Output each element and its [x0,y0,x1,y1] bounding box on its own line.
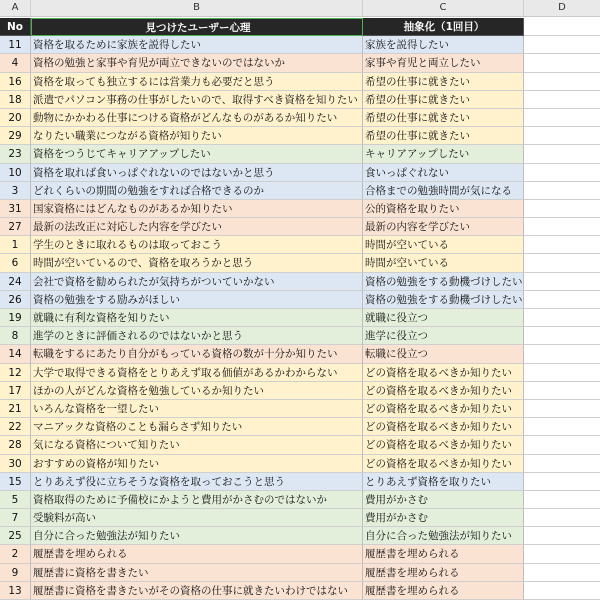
empty-cell-d[interactable] [524,291,600,309]
row-no-cell[interactable]: 31 [0,200,31,218]
row-no-cell[interactable]: 21 [0,400,31,418]
row-no-cell[interactable]: 9 [0,564,31,582]
header-user-psychology-cell[interactable]: 見つけたユーザー心理 [31,18,363,36]
row-no-cell[interactable]: 16 [0,73,31,91]
table-row [0,327,600,345]
table-row [0,236,600,254]
user-psychology-cell[interactable]: 資格の勉強をする励みがほしい [31,291,363,309]
table-row [0,273,600,291]
abstraction-cell[interactable]: 時間が空いている [363,236,524,254]
abstraction-cell[interactable]: 家事や育児と両立したい [363,54,524,72]
empty-cell-d[interactable] [524,200,600,218]
abstraction-cell[interactable]: 自分に合った勉強法が知りたい [363,527,524,545]
abstraction-cell[interactable]: 家族を説得したい [363,36,524,54]
empty-cell-d[interactable] [524,491,600,509]
row-no-cell[interactable]: 11 [0,36,31,54]
table-row [0,54,600,72]
abstraction-cell[interactable]: 希望の仕事に就きたい [363,127,524,145]
user-psychology-cell[interactable]: 会社で資格を勧められたが気持ちがついていかない [31,273,363,291]
abstraction-cell[interactable]: どの資格を取るべきか知りたい [363,455,524,473]
user-psychology-cell[interactable]: 転職をするにあたり自分がもっている資格の数が十分か知りたい [31,345,363,363]
row-no-cell[interactable]: 18 [0,91,31,109]
table-row [0,36,600,54]
table-row [0,527,600,545]
row-no-cell[interactable]: 10 [0,164,31,182]
abstraction-cell[interactable]: 履歴書を埋められる [363,545,524,563]
abstraction-cell[interactable]: 合格までの勉強時間が気になる [363,182,524,200]
table-row [0,109,600,127]
row-no-cell[interactable]: 22 [0,418,31,436]
abstraction-cell[interactable]: どの資格を取るべきか知りたい [363,382,524,400]
row-no-cell[interactable]: 4 [0,54,31,72]
user-psychology-cell[interactable]: 大学で取得できる資格をとりあえず取る価値があるかわからない [31,364,363,382]
row-no-cell[interactable]: 19 [0,309,31,327]
user-psychology-cell[interactable]: 資格の勉強と家事や育児が両立できないのではないか [31,54,363,72]
user-psychology-cell[interactable]: いろんな資格を一望したい [31,400,363,418]
user-psychology-cell[interactable]: マニアックな資格のことも漏らさず知りたい [31,418,363,436]
table-row [0,309,600,327]
row-no-cell[interactable]: 17 [0,382,31,400]
user-psychology-cell[interactable]: なりたい職業につながる資格が知りたい [31,127,363,145]
empty-cell-d[interactable] [524,527,600,545]
row-no-cell[interactable]: 3 [0,182,31,200]
table-row [0,564,600,582]
user-psychology-cell[interactable]: 気になる資格について知りたい [31,436,363,454]
empty-cell-d[interactable] [524,473,600,491]
empty-cell-d[interactable] [524,218,600,236]
column-header-c[interactable]: C [363,0,524,16]
user-psychology-cell[interactable]: 学生のときに取れるものは取っておこう [31,236,363,254]
user-psychology-cell[interactable]: 資格を取っても独立するには営業力も必要だと思う [31,73,363,91]
table-row [0,218,600,236]
sheet-grid [0,18,600,600]
table-row [0,436,600,454]
user-psychology-cell[interactable]: 履歴書に資格を書きたいがその資格の仕事に就きたいわけではない [31,582,363,600]
empty-cell-d[interactable] [524,145,600,163]
table-row [0,182,600,200]
abstraction-cell[interactable]: 就職に役立つ [363,309,524,327]
user-psychology-cell[interactable]: おすすめの資格が知りたい [31,455,363,473]
abstraction-cell[interactable]: どの資格を取るべきか知りたい [363,400,524,418]
empty-cell-d[interactable] [524,182,600,200]
table-row [0,582,600,600]
user-psychology-cell[interactable]: 資格をつうじてキャリアアップしたい [31,145,363,163]
empty-cell-d[interactable] [524,436,600,454]
table-row [0,382,600,400]
abstraction-cell[interactable]: キャリアアップしたい [363,145,524,163]
empty-cell-d[interactable] [524,509,600,527]
abstraction-cell[interactable]: 履歴書を埋められる [363,564,524,582]
table-row [0,291,600,309]
abstraction-cell[interactable]: どの資格を取るべきか知りたい [363,418,524,436]
abstraction-cell[interactable]: 費用がかさむ [363,491,524,509]
table-row [0,545,600,563]
user-psychology-cell[interactable]: 動物にかかわる仕事につける資格がどんなものがあるか知りたい [31,109,363,127]
empty-cell-d[interactable] [524,91,600,109]
empty-cell-d[interactable] [524,545,600,563]
empty-cell-d[interactable] [524,36,600,54]
row-no-cell[interactable]: 1 [0,236,31,254]
table-row [0,473,600,491]
empty-cell-d[interactable] [524,73,600,91]
table-row [0,364,600,382]
table-row [0,491,600,509]
row-no-cell[interactable]: 6 [0,254,31,272]
user-psychology-cell[interactable]: 資格を取るために家族を説得したい [31,36,363,54]
empty-cell-d[interactable] [524,109,600,127]
header-no-cell[interactable]: No [0,18,31,36]
table-row [0,418,600,436]
abstraction-cell[interactable]: 最新の内容を学びたい [363,218,524,236]
row-no-cell[interactable]: 27 [0,218,31,236]
row-no-cell[interactable]: 30 [0,455,31,473]
row-no-cell[interactable]: 2 [0,545,31,563]
table-row [0,91,600,109]
user-psychology-cell[interactable]: ほかの人がどんな資格を勉強しているか知りたい [31,382,363,400]
user-psychology-cell[interactable]: 国家資格にはどんなものがあるか知りたい [31,200,363,218]
table-header-row [0,18,600,36]
empty-cell-d[interactable] [524,455,600,473]
empty-cell-d[interactable] [524,18,600,36]
user-psychology-cell[interactable]: 履歴書を埋められる [31,545,363,563]
empty-cell-d[interactable] [524,564,600,582]
empty-cell-d[interactable] [524,236,600,254]
row-no-cell[interactable]: 29 [0,127,31,145]
table-row [0,200,600,218]
table-row [0,509,600,527]
row-no-cell[interactable]: 8 [0,327,31,345]
table-row [0,164,600,182]
empty-cell-d[interactable] [524,164,600,182]
abstraction-cell[interactable]: 希望の仕事に就きたい [363,73,524,91]
user-psychology-cell[interactable]: 履歴書に資格を書きたい [31,564,363,582]
user-psychology-cell[interactable]: どれくらいの期間の勉強をすれば合格できるのか [31,182,363,200]
row-no-cell[interactable]: 7 [0,509,31,527]
empty-cell-d[interactable] [524,582,600,600]
row-no-cell[interactable]: 13 [0,582,31,600]
user-psychology-cell[interactable]: 受験料が高い [31,509,363,527]
user-psychology-cell[interactable]: 進学のときに評価されるのではないかと思う [31,327,363,345]
user-psychology-cell[interactable]: とりあえず役に立ちそうな資格を取っておこうと思う [31,473,363,491]
row-no-cell[interactable]: 28 [0,436,31,454]
row-no-cell[interactable]: 26 [0,291,31,309]
abstraction-cell[interactable]: 転職に役立つ [363,345,524,363]
empty-cell-d[interactable] [524,273,600,291]
table-row [0,345,600,363]
abstraction-cell[interactable]: 資格の勉強をする動機づけしたい [363,291,524,309]
empty-cell-d[interactable] [524,345,600,363]
empty-cell-d[interactable] [524,418,600,436]
row-no-cell[interactable]: 14 [0,345,31,363]
table-row [0,400,600,418]
abstraction-cell[interactable]: どの資格を取るべきか知りたい [363,364,524,382]
table-row [0,254,600,272]
abstraction-cell[interactable]: 進学に役立つ [363,327,524,345]
abstraction-cell[interactable]: 履歴書を埋められる [363,582,524,600]
empty-cell-d[interactable] [524,127,600,145]
empty-cell-d[interactable] [524,400,600,418]
user-psychology-cell[interactable]: 時間が空いているので、資格を取ろうかと思う [31,254,363,272]
row-no-cell[interactable]: 5 [0,491,31,509]
abstraction-cell[interactable]: 希望の仕事に就きたい [363,109,524,127]
row-no-cell[interactable]: 25 [0,527,31,545]
abstraction-cell[interactable]: 希望の仕事に就きたい [363,91,524,109]
row-no-cell[interactable]: 20 [0,109,31,127]
empty-cell-d[interactable] [524,382,600,400]
empty-cell-d[interactable] [524,327,600,345]
user-psychology-cell[interactable]: 資格を取れば食いっぱぐれないのではないかと思う [31,164,363,182]
user-psychology-cell[interactable]: 就職に有利な資格を知りたい [31,309,363,327]
abstraction-cell[interactable]: どの資格を取るべきか知りたい [363,436,524,454]
empty-cell-d[interactable] [524,254,600,272]
empty-cell-d[interactable] [524,309,600,327]
row-no-cell[interactable]: 24 [0,273,31,291]
column-header-bar [0,0,600,17]
table-row [0,455,600,473]
table-row [0,73,600,91]
abstraction-cell[interactable]: 資格の勉強をする動機づけしたい [363,273,524,291]
abstraction-cell[interactable]: とりあえず資格を取りたい [363,473,524,491]
column-header-d[interactable]: D [558,2,566,13]
column-header-b[interactable]: B [31,0,363,16]
abstraction-cell[interactable]: 費用がかさむ [363,509,524,527]
row-no-cell[interactable]: 15 [0,473,31,491]
column-header-a[interactable]: A [0,0,31,16]
table-row [0,145,600,163]
user-psychology-cell[interactable]: 最新の法改正に対応した内容を学びたい [31,218,363,236]
header-abstraction-cell[interactable]: 抽象化（1回目） [363,18,524,36]
empty-cell-d[interactable] [524,54,600,72]
empty-cell-d[interactable] [524,364,600,382]
row-no-cell[interactable]: 12 [0,364,31,382]
abstraction-cell[interactable]: 公的資格を取りたい [363,200,524,218]
user-psychology-cell[interactable]: 派遣でパソコン事務の仕事がしたいので、取得すべき資格を知りたい [31,91,363,109]
abstraction-cell[interactable]: 時間が空いている [363,254,524,272]
table-row [0,127,600,145]
abstraction-cell[interactable]: 食いっぱぐれない [363,164,524,182]
user-psychology-cell[interactable]: 資格取得のために予備校にかようと費用がかさむのではないか [31,491,363,509]
user-psychology-cell[interactable]: 自分に合った勉強法が知りたい [31,527,363,545]
row-no-cell[interactable]: 23 [0,145,31,163]
